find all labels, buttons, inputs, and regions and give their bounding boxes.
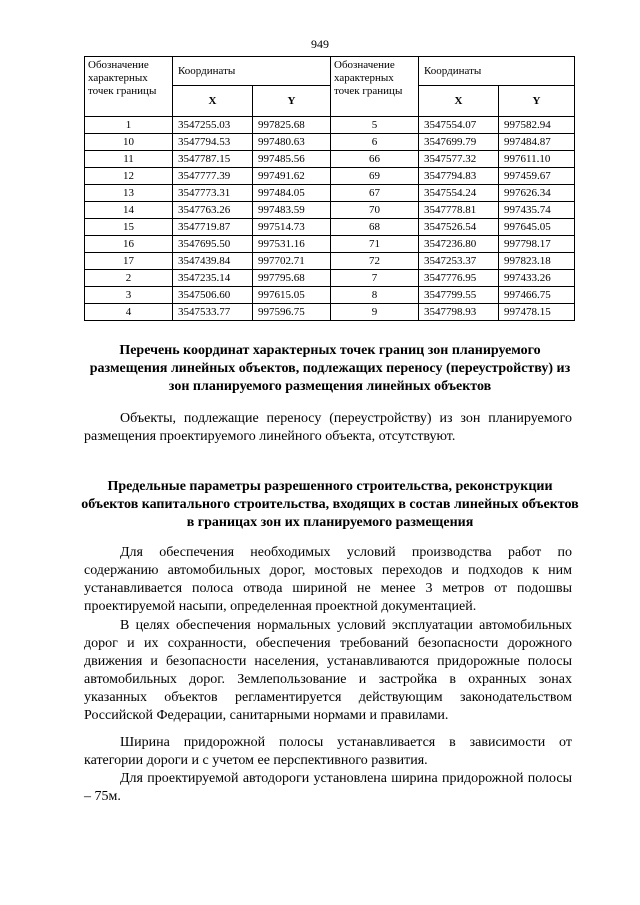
point-id-cell: 11 xyxy=(85,151,173,168)
table-row xyxy=(85,270,575,287)
x-coordinate-cell: 3547554.24 xyxy=(419,185,499,202)
y-coordinate-cell: 997798.17 xyxy=(499,236,575,253)
section-heading-construction-parameters: Предельные параметры разрешенного строительства, реконструкции объектов капитального строительства, входящих в состав линейных объектов в границах зон их планируемого размещения xyxy=(81,479,579,530)
point-id-cell: 16 xyxy=(85,236,173,253)
y-coordinate-cell: 997459.67 xyxy=(499,168,575,185)
y-coordinate-cell: 997478.15 xyxy=(499,304,575,321)
y-coordinate-cell: 997825.68 xyxy=(253,117,331,134)
paragraph-right-of-way: Для обеспечения необходимых условий производства работ по содержанию автомобильных дорог, мостовых переходов и подходов к ним устанавливается полоса отвода шириной не менее 3 метров от подошвы проектируемой насыпи, определенная проектной документацией. xyxy=(84,545,572,614)
y-coordinate-cell: 997484.87 xyxy=(499,134,575,151)
point-id-cell: 72 xyxy=(331,253,419,270)
x-coordinate-cell: 3547763.26 xyxy=(173,202,253,219)
point-id-cell: 69 xyxy=(331,168,419,185)
y-coordinate-cell: 997485.56 xyxy=(253,151,331,168)
y-coordinate-cell: 997491.62 xyxy=(253,168,331,185)
x-coordinate-cell: 3547798.93 xyxy=(419,304,499,321)
x-coordinate-cell: 3547699.79 xyxy=(419,134,499,151)
table-row xyxy=(85,134,575,151)
x-column-header: X xyxy=(419,86,499,117)
x-coordinate-cell: 3547777.39 xyxy=(173,168,253,185)
paragraph-strip-width-dependency: Ширина придорожной полосы устанавливается в зависимости от категории дороги и с учетом ее перспективного развития. xyxy=(84,735,572,768)
x-coordinate-cell: 3547533.77 xyxy=(173,304,253,321)
y-coordinate-cell: 997702.71 xyxy=(253,253,331,270)
point-id-cell: 68 xyxy=(331,219,419,236)
x-coordinate-cell: 3547554.07 xyxy=(419,117,499,134)
point-id-cell: 67 xyxy=(331,185,419,202)
point-id-cell: 71 xyxy=(331,236,419,253)
y-column-header: Y xyxy=(499,86,575,117)
table-row xyxy=(85,304,575,321)
x-column-header: X xyxy=(173,86,253,117)
y-coordinate-cell: 997531.16 xyxy=(253,236,331,253)
x-coordinate-cell: 3547794.83 xyxy=(419,168,499,185)
x-coordinate-cell: 3547787.15 xyxy=(173,151,253,168)
table-row xyxy=(85,151,575,168)
point-id-cell: 12 xyxy=(85,168,173,185)
table-row xyxy=(85,202,575,219)
point-id-cell: 4 xyxy=(85,304,173,321)
x-coordinate-cell: 3547526.54 xyxy=(419,219,499,236)
y-coordinate-cell: 997611.10 xyxy=(499,151,575,168)
point-id-cell: 17 xyxy=(85,253,173,270)
x-coordinate-cell: 3547255.03 xyxy=(173,117,253,134)
point-id-cell: 66 xyxy=(331,151,419,168)
x-coordinate-cell: 3547439.84 xyxy=(173,253,253,270)
point-column-header: Обозначение характерных точек границы xyxy=(331,57,419,117)
point-id-cell: 9 xyxy=(331,304,419,321)
y-coordinate-cell: 997823.18 xyxy=(499,253,575,270)
y-coordinate-cell: 997484.05 xyxy=(253,185,331,202)
y-coordinate-cell: 997466.75 xyxy=(499,287,575,304)
y-coordinate-cell: 997626.34 xyxy=(499,185,575,202)
point-column-header: Обозначение характерных точек границы xyxy=(85,57,173,117)
coordinates-column-header: Координаты xyxy=(173,57,331,86)
y-coordinate-cell: 997435.74 xyxy=(499,202,575,219)
x-coordinate-cell: 3547773.31 xyxy=(173,185,253,202)
coordinates-table-body xyxy=(85,117,575,321)
x-coordinate-cell: 3547799.55 xyxy=(419,287,499,304)
table-row xyxy=(85,117,575,134)
point-id-cell: 7 xyxy=(331,270,419,287)
x-coordinate-cell: 3547719.87 xyxy=(173,219,253,236)
y-coordinate-cell: 997795.68 xyxy=(253,270,331,287)
coordinates-table xyxy=(84,56,575,321)
table-row xyxy=(85,287,575,304)
point-id-cell: 2 xyxy=(85,270,173,287)
x-coordinate-cell: 3547794.53 xyxy=(173,134,253,151)
table-row xyxy=(85,253,575,270)
y-coordinate-cell: 997596.75 xyxy=(253,304,331,321)
x-coordinate-cell: 3547778.81 xyxy=(419,202,499,219)
x-coordinate-cell: 3547577.32 xyxy=(419,151,499,168)
x-coordinate-cell: 3547236.80 xyxy=(419,236,499,253)
y-coordinate-cell: 997514.73 xyxy=(253,219,331,236)
paragraph-strip-width-value: Для проектируемой автодороги установлена ширина придорожной полосы – 75м. xyxy=(84,771,572,804)
y-coordinate-cell: 997582.94 xyxy=(499,117,575,134)
coordinates-column-header: Координаты xyxy=(419,57,575,86)
section-heading-relocation: Перечень координат характерных точек границ зон планируемого размещения линейных объектов, подлежащих переносу (переустройству) из зон планируемого размещения линейных объектов xyxy=(89,343,571,394)
paragraph-relocation-objects: Объекты, подлежащие переносу (переустройству) из зон планируемого размещения проектируемого линейного объекта, отсутствуют. xyxy=(84,411,572,444)
point-id-cell: 3 xyxy=(85,287,173,304)
y-coordinate-cell: 997615.05 xyxy=(253,287,331,304)
table-row xyxy=(85,168,575,185)
y-coordinate-cell: 997645.05 xyxy=(499,219,575,236)
point-id-cell: 5 xyxy=(331,117,419,134)
point-id-cell: 8 xyxy=(331,287,419,304)
point-id-cell: 1 xyxy=(85,117,173,134)
y-coordinate-cell: 997433.26 xyxy=(499,270,575,287)
x-coordinate-cell: 3547253.37 xyxy=(419,253,499,270)
x-coordinate-cell: 3547695.50 xyxy=(173,236,253,253)
point-id-cell: 13 xyxy=(85,185,173,202)
x-coordinate-cell: 3547506.60 xyxy=(173,287,253,304)
page-number: 949 xyxy=(311,37,329,51)
point-id-cell: 14 xyxy=(85,202,173,219)
y-coordinate-cell: 997480.63 xyxy=(253,134,331,151)
y-coordinate-cell: 997483.59 xyxy=(253,202,331,219)
x-coordinate-cell: 3547235.14 xyxy=(173,270,253,287)
table-row xyxy=(85,236,575,253)
table-row xyxy=(85,219,575,236)
paragraph-roadside-strips: В целях обеспечения нормальных условий эксплуатации автомобильных дорог и их сохранности, обеспечения требований безопасности дорожного движения и безопасности населения, устанавливаются придорожные полосы автомобильных дорог. Землепользование и застройка в охранных зонах указанных объектов регламентируется действующим законодательством Российской Федерации, санитарными нормами и правилами. xyxy=(84,618,572,723)
x-coordinate-cell: 3547776.95 xyxy=(419,270,499,287)
point-id-cell: 10 xyxy=(85,134,173,151)
point-id-cell: 70 xyxy=(331,202,419,219)
table-row xyxy=(85,185,575,202)
point-id-cell: 6 xyxy=(331,134,419,151)
y-column-header: Y xyxy=(253,86,331,117)
point-id-cell: 15 xyxy=(85,219,173,236)
